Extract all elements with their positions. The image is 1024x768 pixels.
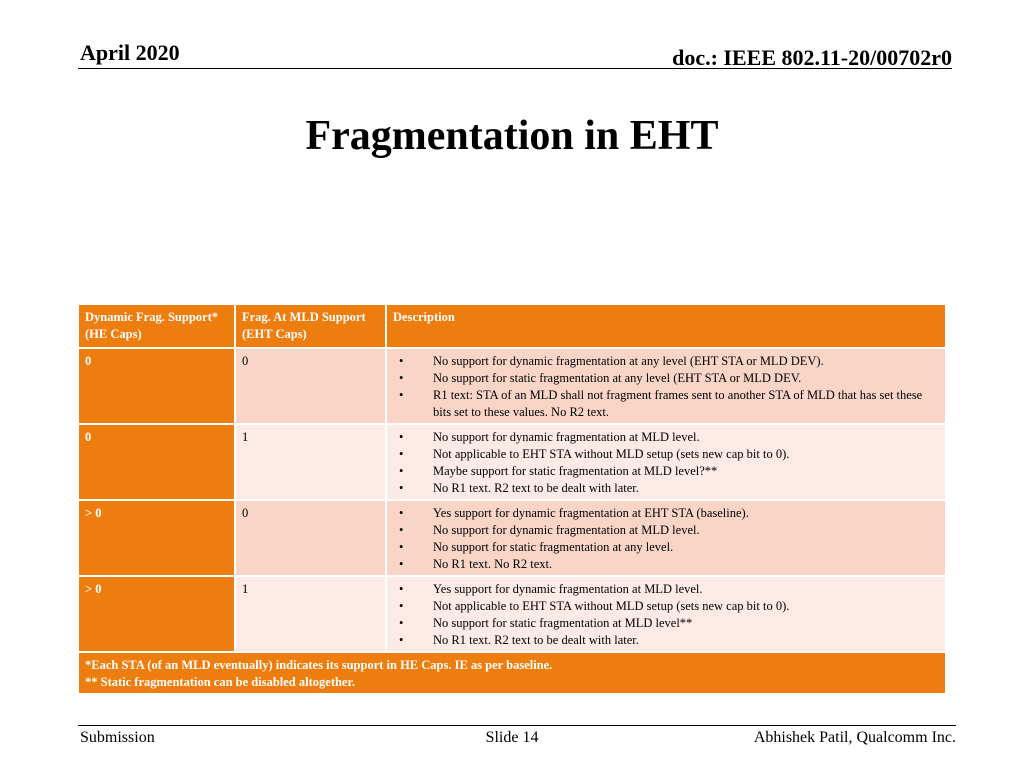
frag-mld-value: 0 — [235, 348, 386, 424]
bullet-item: • Yes support for dynamic fragmentation at MLD level. — [393, 581, 939, 598]
bullet-item: • Maybe support for static fragmentation at MLD level?** — [393, 463, 939, 480]
header-doc-id: doc.: IEEE 802.11-20/00702r0 — [672, 45, 952, 70]
bullet-item: • Yes support for dynamic fragmentation at EHT STA (baseline). — [393, 505, 939, 522]
table-header-row — [78, 304, 946, 348]
bullet-item: • R1 text: STA of an MLD shall not fragment frames sent to another STA of MLD that has set these bits set to these values. No R2 text. — [393, 387, 939, 421]
bullet-item: • Not applicable to EHT STA without MLD setup (sets new cap bit to 0). — [393, 598, 939, 615]
fragmentation-table — [77, 303, 947, 695]
bullet-item: • No support for dynamic fragmentation at any level (EHT STA or MLD DEV). — [393, 353, 939, 370]
header-description: Description — [386, 304, 946, 348]
bullet-item: • No R1 text. No R2 text. — [393, 556, 939, 573]
frag-mld-value: 0 — [235, 500, 386, 576]
dynamic-frag-value: > 0 — [78, 576, 235, 652]
table-row — [78, 576, 946, 652]
bullet-item: • No support for static fragmentation at any level (EHT STA or MLD DEV. — [393, 370, 939, 387]
description-cell — [386, 576, 946, 652]
bullet-item: • No R1 text. R2 text to be dealt with later. — [393, 632, 939, 649]
header-frag-mld: Frag. At MLD Support (EHT Caps) — [235, 304, 386, 348]
bullet-item: • No support for static fragmentation at any level. — [393, 539, 939, 556]
dynamic-frag-value: 0 — [78, 424, 235, 500]
footer-submission: Submission — [80, 729, 155, 746]
bullet-item: • Not applicable to EHT STA without MLD setup (sets new cap bit to 0). — [393, 446, 939, 463]
footnote-cell — [78, 652, 946, 694]
footer-rule — [78, 725, 956, 726]
header-rule — [78, 68, 952, 69]
frag-mld-value: 1 — [235, 424, 386, 500]
table-row — [78, 348, 946, 424]
dynamic-frag-value: 0 — [78, 348, 235, 424]
header-date: April 2020 — [80, 40, 180, 65]
dynamic-frag-value: > 0 — [78, 500, 235, 576]
bullet-item: • No support for dynamic fragmentation at MLD level. — [393, 429, 939, 446]
footer-author: Abhishek Patil, Qualcomm Inc. — [753, 729, 956, 746]
description-cell — [386, 348, 946, 424]
table-row — [78, 500, 946, 576]
description-cell — [386, 500, 946, 576]
footnote-1: *Each STA (of an MLD eventually) indicates its support in HE Caps. IE as per baseline. — [85, 658, 553, 672]
header-dynamic-frag: Dynamic Frag. Support* (HE Caps) — [78, 304, 235, 348]
footnote-2: ** Static fragmentation can be disabled altogether. — [85, 675, 356, 689]
frag-mld-value: 1 — [235, 576, 386, 652]
bullet-item: • No support for static fragmentation at MLD level** — [393, 615, 939, 632]
bullet-item: • No support for dynamic fragmentation at MLD level. — [393, 522, 939, 539]
footer-slide-number: Slide 14 — [485, 729, 539, 746]
description-cell — [386, 424, 946, 500]
footnote-row — [78, 652, 946, 694]
slide-title: Fragmentation in EHT — [305, 113, 719, 159]
bullet-item: • No R1 text. R2 text to be dealt with later. — [393, 480, 939, 497]
table-row — [78, 424, 946, 500]
